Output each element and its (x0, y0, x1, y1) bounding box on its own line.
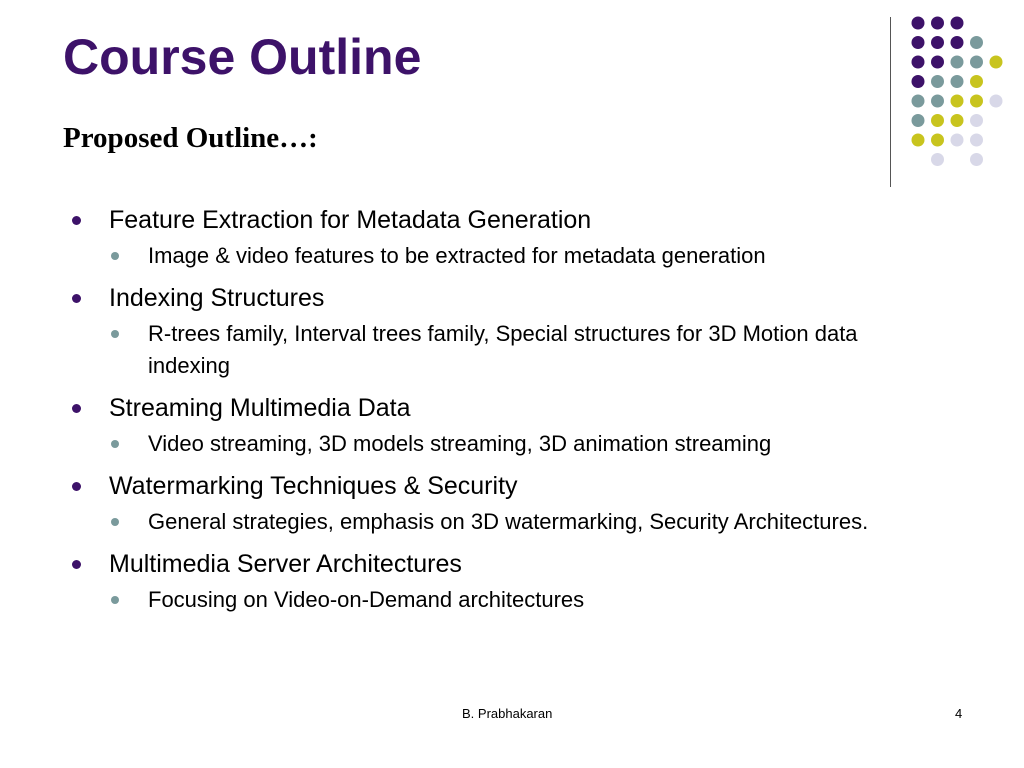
sub-item (68, 584, 928, 616)
sub-list (68, 318, 948, 382)
slide-title: Course Outline (63, 29, 422, 85)
decorative-dot (931, 153, 944, 166)
page-number: 4 (955, 706, 963, 721)
decorative-dot (951, 134, 964, 147)
sub-item-text: R-trees family, Interval trees family, Special structures for 3D Motion data indexing (148, 321, 858, 378)
decorative-dot (951, 17, 964, 30)
decorative-dot (931, 56, 944, 69)
decorative-dot (970, 114, 983, 127)
decorative-dot (970, 36, 983, 49)
sub-item-text: General strategies, emphasis on 3D watermarking, Security Architectures. (148, 509, 869, 534)
sub-item (68, 428, 928, 460)
outline-item-indexing (68, 278, 948, 382)
sub-list (68, 428, 948, 460)
decorative-dot (970, 56, 983, 69)
outline-item-label: Streaming Multimedia Data (109, 394, 411, 422)
outline-item-label: Multimedia Server Architectures (109, 550, 462, 578)
footer-author: B. Prabhakaran (462, 706, 553, 721)
outline-item-label: Indexing Structures (109, 284, 325, 312)
sub-item-text: Focusing on Video-on-Demand architectures (148, 587, 585, 612)
decorative-dot (970, 134, 983, 147)
vertical-divider (890, 17, 891, 187)
bullet-icon (72, 404, 81, 413)
sub-list (68, 506, 948, 538)
decorative-dot (990, 95, 1003, 108)
bullet-icon (72, 482, 81, 491)
decorative-dot (951, 95, 964, 108)
decorative-dot (931, 114, 944, 127)
bullet-icon (72, 294, 81, 303)
dot-grid-icon (906, 10, 1016, 170)
outline-item-streaming (68, 388, 948, 460)
decorative-dot (951, 56, 964, 69)
sub-item (68, 506, 928, 538)
decorative-dot (931, 17, 944, 30)
decorative-dot (951, 114, 964, 127)
sub-item (68, 240, 928, 272)
sub-bullet-icon (111, 330, 119, 338)
sub-item-text: Video streaming, 3D models streaming, 3D animation streaming (148, 431, 772, 456)
decorative-dot (912, 114, 925, 127)
sub-bullet-icon (111, 252, 119, 260)
decorative-dot (931, 134, 944, 147)
outline-item-server-architectures (68, 544, 948, 616)
decorative-dot (912, 75, 925, 88)
sub-item (68, 318, 928, 382)
decorative-dot (931, 95, 944, 108)
decorative-dot (931, 75, 944, 88)
decorative-dot (970, 95, 983, 108)
bullet-icon (72, 560, 81, 569)
sub-list (68, 584, 948, 616)
outline-item-label: Watermarking Techniques & Security (109, 472, 518, 500)
decorative-dot (951, 75, 964, 88)
decorative-dot (970, 75, 983, 88)
decorative-dot (912, 36, 925, 49)
decorative-dot (970, 153, 983, 166)
bullet-icon (72, 216, 81, 225)
outline-item-label: Feature Extraction for Metadata Generation (109, 206, 592, 234)
slide-subtitle: Proposed Outline…: (63, 122, 318, 154)
sub-bullet-icon (111, 596, 119, 604)
decorative-dot (912, 56, 925, 69)
decorative-dot (951, 36, 964, 49)
sub-bullet-icon (111, 518, 119, 526)
decorative-dot (990, 56, 1003, 69)
outline-item-feature-extraction (68, 200, 948, 272)
sub-list (68, 240, 948, 272)
sub-bullet-icon (111, 440, 119, 448)
outline-list (68, 200, 948, 622)
decorative-dot (912, 17, 925, 30)
decorative-dot (912, 95, 925, 108)
outline-item-watermarking (68, 466, 948, 538)
sub-item-text: Image & video features to be extracted for metadata generation (148, 243, 766, 268)
decorative-dot (912, 134, 925, 147)
decorative-dot (931, 36, 944, 49)
